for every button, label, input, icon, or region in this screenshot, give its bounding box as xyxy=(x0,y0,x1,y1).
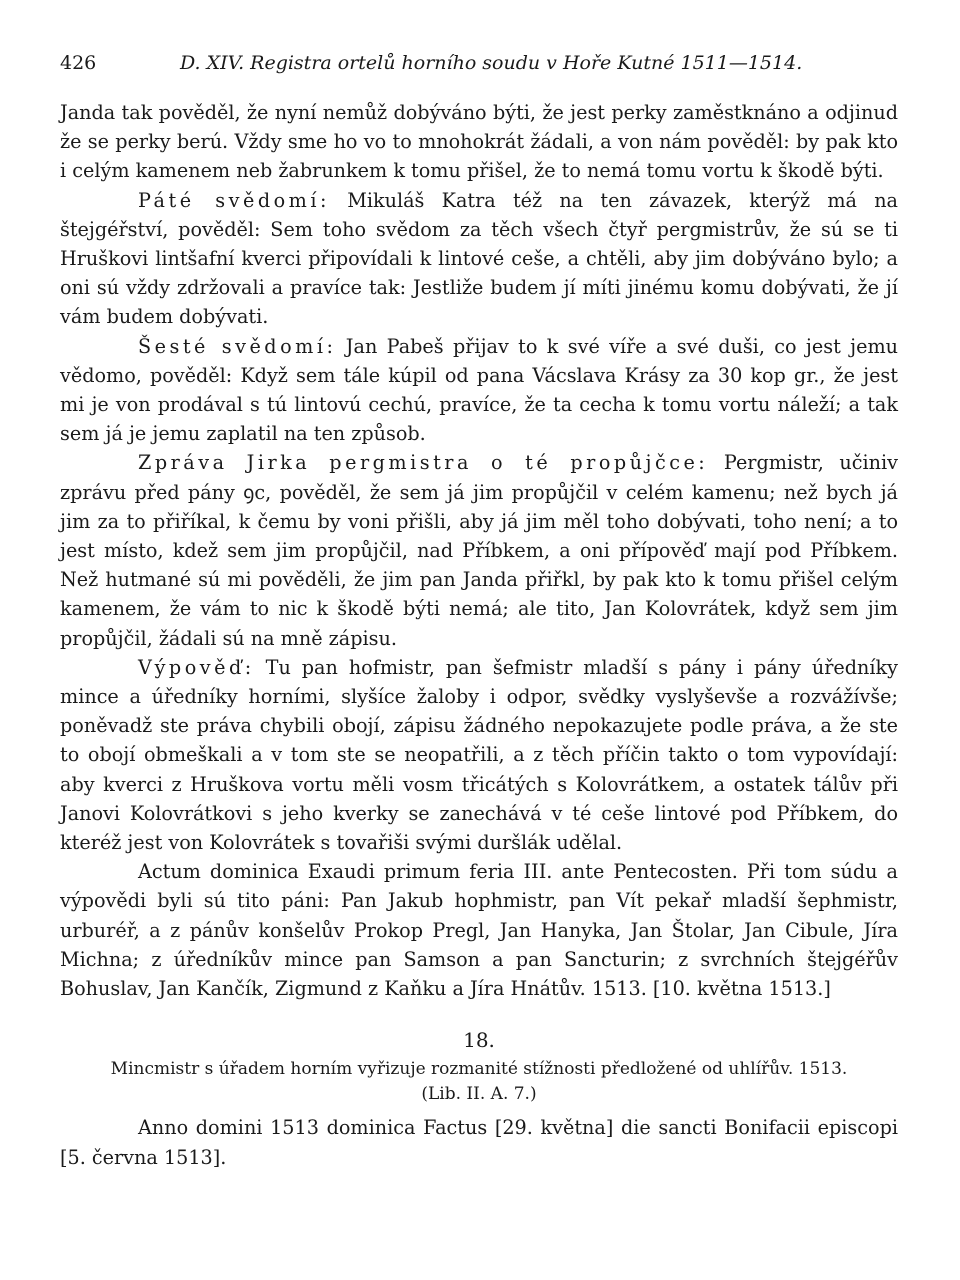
document-page xyxy=(60,52,898,1172)
paragraph xyxy=(60,857,898,1003)
paragraph-lead: Výpověď: xyxy=(138,655,255,679)
paragraph-text: Pergmistr, učiniv zprávu před pány ꝯc, pověděl, že sem já jim propůjčil v celém kamenu; než bych já jim za to přiříkal, k čemu by voni přišli, aby já jim měl toho dobývati, toho není; a to jest místo, kdež sem jim propůjčil, nad Příbkem, a oni přípověď mají pod Příbkem. Než hutmané sú mi pověděli, že jim pan Janda přiřkl, by pak kto k tomu přišel celým kamenem, že vám to nic k škodě býti nemá; ale tito, Jan Kolovrátek, když sem jim propůjčil, žádali sú na mně zápisu. xyxy=(60,451,898,650)
paragraph-text: Jan Pabeš přijav to k své víře a své duši, co jest jemu vědomo, pověděl: Když sem tále kúpil od pana Vácslava Krásy za 30 kop gr., že jest mi je von prodával s tú lintovú cechú, pravíce, že ta cecha k tomu vortu náleží; a tak sem já je jemu zaplatil na ten způsob. xyxy=(60,334,898,446)
paragraph xyxy=(60,653,898,857)
paragraph-lead: Šesté svědomí: xyxy=(138,334,337,358)
paragraph-text: Tu pan hofmistr, pan šefmistr mladší s pány i pány úředníky mince a úředníky horními, slyšíce žaloby i odpor, svědky vyslyševše a rozvážívše; poněvadž ste práva chybili obojí, zápisu žádného nepokazujete podle práva, a že ste to obojí obmeškali a v tom ste se neopatřili, a z těch příčin takto o tom vypovídají: aby kverci z Hruškova vortu měli vosm třicátých s Kolovrátkem, a ostatek tálův při Janovi Kolovrátkovi s jeho kverky se zanechává v té ceše lintové pod Příbkem, do kteréž jest von Kolovrátek s tovařiši svými duršlák udělal. xyxy=(60,655,898,855)
running-header xyxy=(60,52,898,88)
section-number: 18. xyxy=(463,1028,495,1053)
paragraph-text: Janda tak pověděl, že nyní nemůž dobýváno býti, že jest perky zaměstknáno a odjinud že se perky berú. Vždy sme ho vo to mnohokrát žádali, a von nám pověděl: by pak kto i celým kamenem neb žabrunkem k tomu přišel, že to nemá tomu vortu k škodě býti. xyxy=(60,101,898,183)
paragraph xyxy=(60,448,898,652)
section-title: Mincmistr s úřadem horním vyřizuje rozmanité stížnosti předložené od uhlířův. 1513. xyxy=(110,1059,848,1080)
paragraph-lead: Zpráva Jirka pergmistra o té propůjčce: xyxy=(138,451,709,475)
paragraph-text: Mikuláš Katra též na ten závazek, kterýž má na štejgéřství, pověděl: Sem toho svědom za těch všech čtyř pergmistrův, že sú se ti Hruškovi lintšafní kverci připovídali k lintové ceše, a chtěli, aby jim dobýváno bylo; a oni sú vždy zdržovali a pravíce tak: Jestliže budem jí míti jinému komu dobývati, že jí vám budem dobývati. xyxy=(60,188,898,329)
text-body xyxy=(60,98,898,1172)
section-reference: (Lib. II. A. 7.) xyxy=(421,1084,537,1105)
paragraph-lead: Páté svědomí: xyxy=(138,188,330,212)
paragraph xyxy=(60,98,898,186)
running-title: D. XIV. Registra ortelů horního soudu v Hoře Kutné 1511—1514. xyxy=(180,52,803,74)
paragraph xyxy=(60,186,898,332)
page-number: 426 xyxy=(60,52,97,74)
section-opening: Anno domini 1513 dominica Factus [29. května] die sancti Bonifacii episcopi [5. června 1513]. xyxy=(60,1116,898,1169)
paragraph xyxy=(60,332,898,449)
paragraph-text: Actum dominica Exaudi primum feria III. ante Pentecosten. Při tom súdu a výpovědi byli sú tito páni: Pan Jakub hophmistr, pan Vít pekař mladší šephmistr, urburéř, a z pánův konšelův Prokop Pregl, Jan Hanyka, Jan Štolar, Jan Cibule, Jíra Michna; z úředníkův mince pan Samson a pan Sancturin; z svrchních štejgéřův Bohuslav, Jan Kančík, Zigmund z Kaňku a Jíra Hnátův. 1513. [10. května 1513.] xyxy=(60,860,898,1001)
